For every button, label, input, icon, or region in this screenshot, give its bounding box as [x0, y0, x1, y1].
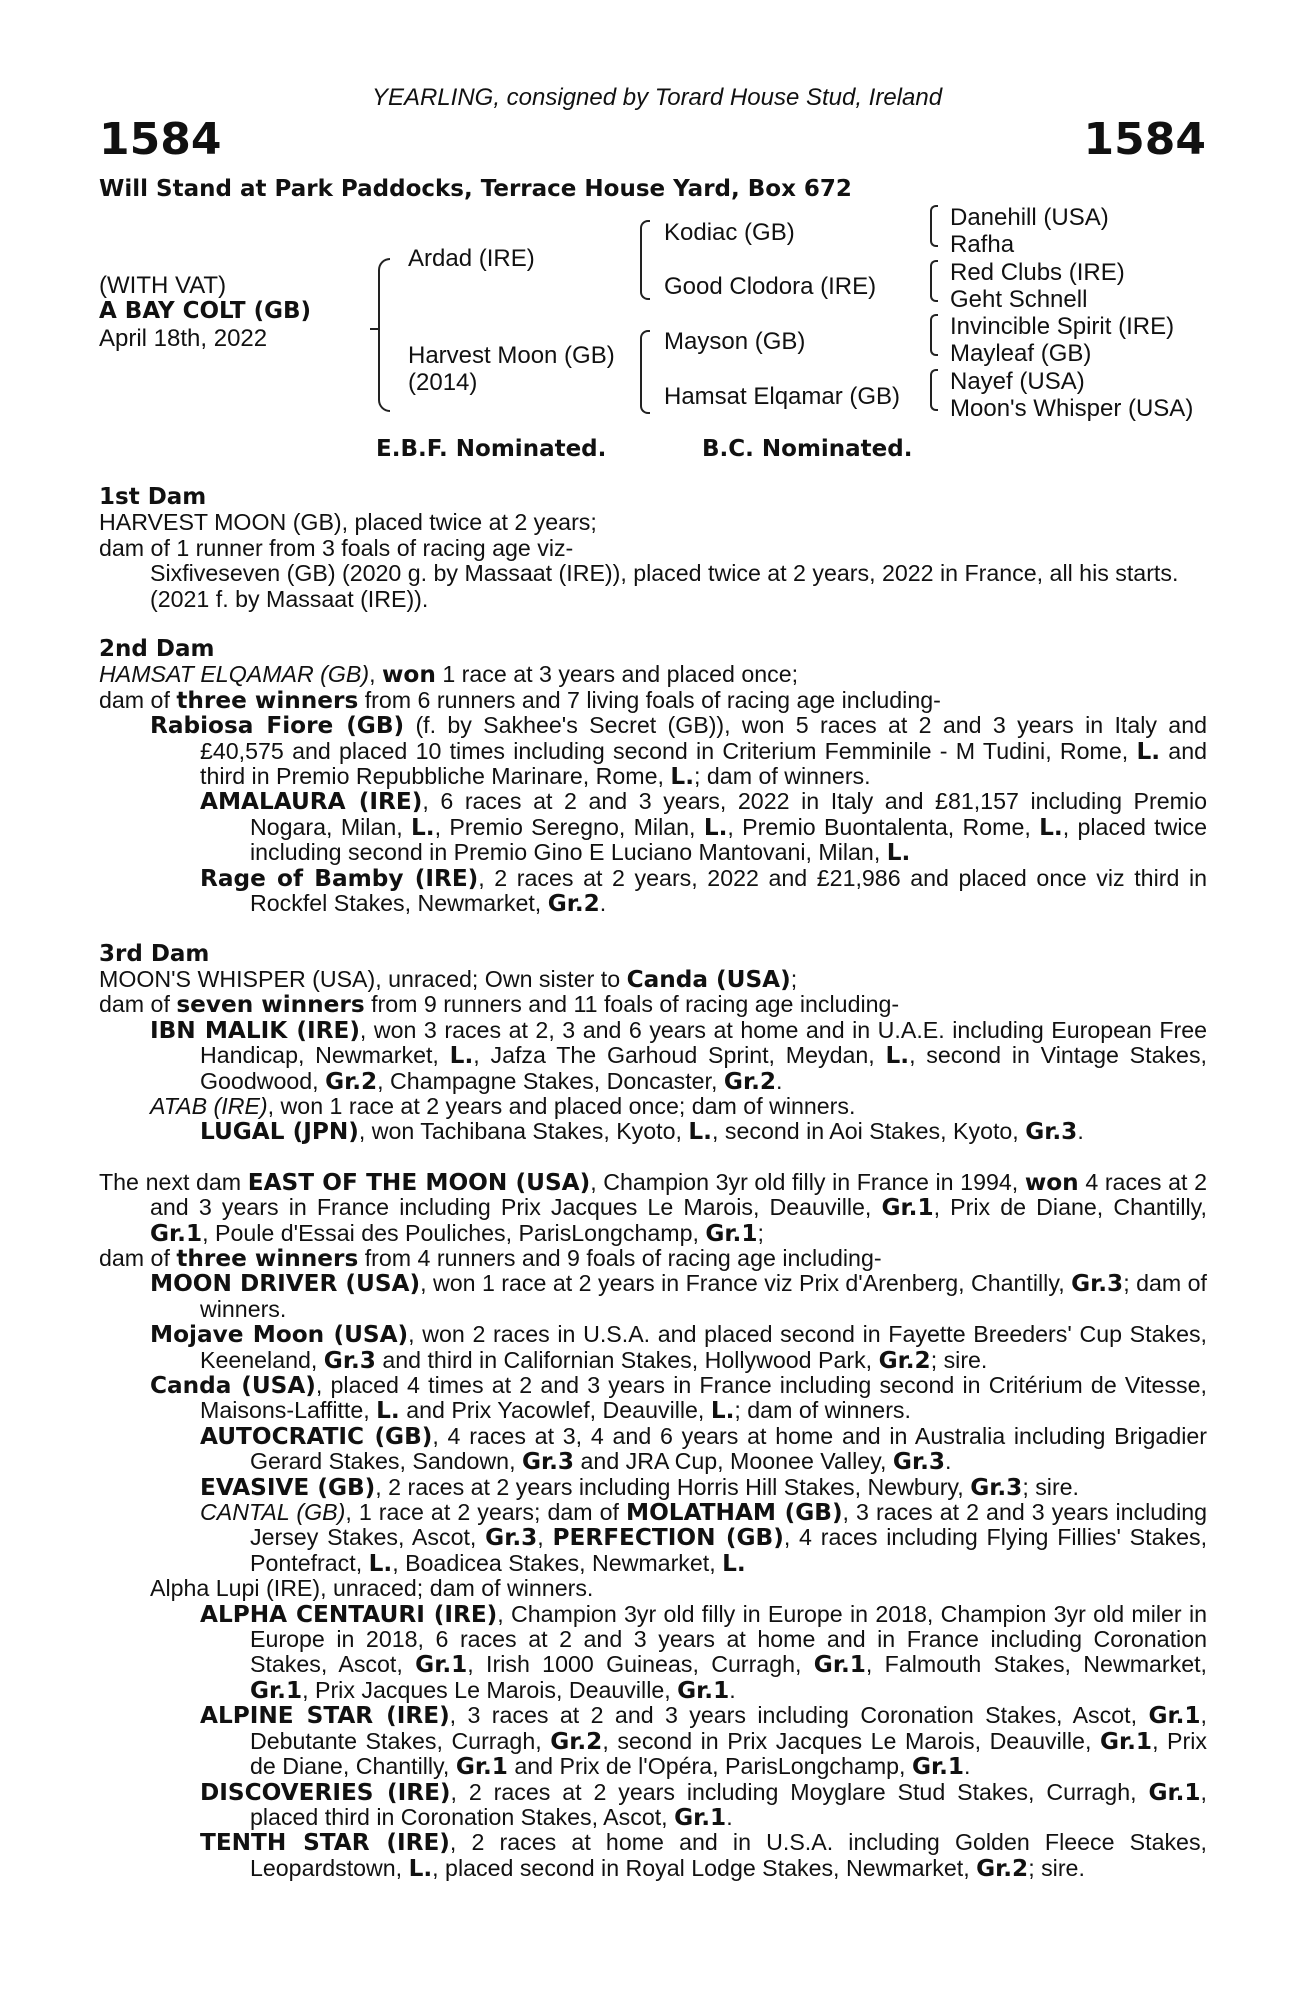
produce-moon-driver: MOON DRIVER (USA), won 1 race at 2 years in France viz Prix d'Arenberg, Chantilly, Gr.3; dam of winners.: [150, 1270, 1207, 1322]
pedigree-brace-dam: [640, 330, 650, 414]
produce-canda: Canda (USA), placed 4 times at 2 and 3 years in France including second in Critérium de Vitesse, Maisons-Laffitte, L. and Prix Yacowlef, Deauville, L.; dam of winners.: [150, 1372, 1207, 1425]
dam-name-italic: HAMSAT ELQAMAR (GB): [99, 661, 370, 688]
produce-alpine-star: ALPINE STAR (IRE), 3 races at 2 and 3 years including Coronation Stakes, Ascot, Gr.1, Debutante Stakes, Curragh, Gr.2, second in Prix Jacques Le Marois, Deauville, Gr.1, Prix de Diane, Chantilly, Gr.1 and Prix de l'Opéra, ParisLongchamp, Gr.1.: [200, 1702, 1207, 1781]
third-dam-line-1: MOON'S WHISPER (USA), unraced; Own sister to Canda (USA);: [99, 965, 798, 993]
gg-sds: Red Clubs (IRE): [950, 259, 1125, 286]
produce-evasive: EVASIVE (GB), 2 races at 2 years including Horris Hill Stakes, Newbury, Gr.3; sire.: [200, 1473, 1080, 1501]
gg-sdd: Geht Schnell: [950, 286, 1088, 313]
second-dam-title: 2nd Dam: [99, 636, 215, 663]
gg-ddd: Moon's Whisper (USA): [950, 395, 1194, 422]
gg-dsd: Mayleaf (GB): [950, 340, 1092, 367]
pedigree-brace-sd: [930, 260, 938, 302]
horse-name: A BAY COLT (GB): [99, 298, 312, 324]
stand-location: Will Stand at Park Paddocks, Terrace House Yard, Box 672: [99, 176, 852, 202]
produce-mojave-moon: Mojave Moon (USA), won 2 races in U.S.A. and placed second in Fayette Breeders' Cup Stakes, Keeneland, Gr.3 and third in Californian Stakes, Hollywood Park, Gr.2; sire.: [150, 1321, 1207, 1374]
first-dam-line-1: HARVEST MOON (GB), placed twice at 2 years;: [99, 509, 597, 536]
sire-name: Ardad (IRE): [408, 245, 535, 272]
produce-autocratic: AUTOCRATIC (GB), 4 races at 3, 4 and 6 years at home and in Australia including Brigadier Gerard Stakes, Sandown, Gr.3 and JRA Cup, Moonee Valley, Gr.3.: [200, 1422, 1207, 1476]
gg-ssd: Rafha: [950, 231, 1015, 258]
third-dam-line-2: dam of seven winners from 9 runners and 11 foals of racing age including-: [99, 991, 900, 1019]
first-dam-line-2: dam of 1 runner from 3 foals of racing age viz-: [99, 534, 574, 561]
vat-label: (WITH VAT): [99, 272, 227, 299]
third-dam-title: 3rd Dam: [99, 940, 210, 967]
next-dam-line-2: dam of three winners from 4 runners and 9 foals of racing age including-: [99, 1244, 882, 1272]
produce-atab: ATAB (IRE), won 1 race at 2 years and placed once; dam of winners.: [150, 1092, 856, 1119]
pedigree-brace-ss: [930, 205, 938, 247]
brace-tip: [370, 328, 378, 330]
gg-dds: Nayef (USA): [950, 368, 1085, 395]
produce-discoveries: DISCOVERIES (IRE), 2 races at 2 years including Moyglare Stud Stakes, Curragh, Gr.1, placed third in Coronation Stakes, Ascot, Gr.1.: [200, 1778, 1207, 1831]
sire-dam: Good Clodora (IRE): [664, 273, 877, 300]
produce-alpha-lupi: Alpha Lupi (IRE), unraced; dam of winners.: [150, 1575, 594, 1602]
ebf-nomination: E.B.F. Nominated.: [376, 436, 607, 462]
first-dam-produce-1: Sixfiveseven (GB) (2020 g. by Massaat (IRE)), placed twice at 2 years, 2022 in France, all his starts.: [150, 560, 1179, 587]
lot-number-left: 1584: [99, 114, 222, 165]
dam-dam: Hamsat Elqamar (GB): [664, 383, 901, 410]
foaling-date: April 18th, 2022: [99, 325, 268, 352]
sire-sire: Kodiac (GB): [664, 219, 795, 246]
pedigree-brace-ds: [930, 314, 938, 356]
first-dam-title: 1st Dam: [99, 484, 207, 510]
produce-ibn-malik: IBN MALIK (IRE), won 3 races at 2, 3 and 6 years at home and in U.A.E. including European Free Handicap, Newmarket, L., Jafza The Garhoud Sprint, Meydan, L., second in Vintage Stakes, Goodwood, Gr.2, Champagne Stakes, Doncaster, Gr.2.: [150, 1016, 1208, 1095]
produce-alpha-centauri: ALPHA CENTAURI (IRE), Champion 3yr old filly in Europe in 2018, Champion 3yr old miler in Europe in 2018, 6 races at 2 and 3 years at home and in France including Coronation Stakes, Ascot, Gr.1, Irish 1000 Guineas, Curragh, Gr.1, Falmouth Stakes, Newmarket, Gr.1, Prix Jacques Le Marois, Deauville, Gr.1.: [200, 1600, 1207, 1704]
produce-rage-of-bamby: Rage of Bamby (IRE), 2 races at 2 years, 2022 and £21,986 and placed once viz third in Rockfel Stakes, Newmarket, Gr.2.: [200, 864, 1208, 918]
lot-number-right: 1584: [1083, 114, 1206, 165]
produce-lugal: LUGAL (JPN), won Tachibana Stakes, Kyoto, L., second in Aoi Stakes, Kyoto, Gr.3.: [200, 1118, 1084, 1146]
next-dam-paragraph: The next dam EAST OF THE MOON (USA), Champion 3yr old filly in France in 1994, won 4 races at 2 and 3 years in France including Prix Jacques Le Marois, Deauville, Gr.1, Prix de Diane, Chantilly, Gr.1, Poule d'Essai des Pouliches, ParisLongchamp, Gr.1;: [99, 1168, 1207, 1247]
pedigree-brace-dd: [930, 369, 938, 411]
produce-amalaura: AMALAURA (IRE), 6 races at 2 and 3 years, 2022 in Italy and £81,157 including Premio Nogara, Milan, L., Premio Seregno, Milan, L., Premio Buontalenta, Rome, L., placed twice including second in Premio Gino E Luciano Mantovani, Milan, L.: [200, 788, 1207, 867]
dam-sire: Mayson (GB): [664, 328, 806, 355]
gg-dss: Invincible Spirit (IRE): [950, 313, 1175, 340]
pedigree-brace-sire: [640, 220, 650, 300]
produce-rabiosa-fiore: Rabiosa Fiore (GB) (f. by Sakhee's Secret (GB)), won 5 races at 2 and 3 years in Italy and £40,575 and placed 10 times including second in Criterium Femminile - M Tudini, Rome, L. and third in Premio Repubbliche Marinare, Rome, L.; dam of winners.: [150, 712, 1207, 791]
second-dam-line-1: HAMSAT ELQAMAR (GB), won 1 race at 3 years and placed once;: [99, 661, 799, 689]
dam-year: (2014): [408, 369, 478, 396]
pedigree-brace-main: [378, 258, 390, 412]
produce-cantal: CANTAL (GB), 1 race at 2 years; dam of MOLATHAM (GB), 3 races at 2 and 3 years including Jersey Stakes, Ascot, Gr.3, PERFECTION (GB), 4 races including Flying Fillies' Stakes, Pontefract, L., Boadicea Stakes, Newmarket, L.: [200, 1499, 1208, 1577]
bc-nomination: B.C. Nominated.: [702, 436, 913, 462]
catalogue-body: [99, 485, 1207, 1881]
first-dam-produce-2: (2021 f. by Massaat (IRE)).: [150, 585, 429, 612]
dam-name: Harvest Moon (GB): [408, 342, 615, 369]
gg-sss: Danehill (USA): [950, 204, 1109, 231]
second-dam-line-2: dam of three winners from 6 runners and 7 living foals of racing age including-: [99, 686, 941, 714]
consignment-line: YEARLING, consigned by Torard House Stud, Ireland: [371, 84, 943, 111]
produce-tenth-star: TENTH STAR (IRE), 2 races at home and in U.S.A. including Golden Fleece Stakes, Leopardstown, L., placed second in Royal Lodge Stakes, Newmarket, Gr.2; sire.: [200, 1829, 1207, 1882]
